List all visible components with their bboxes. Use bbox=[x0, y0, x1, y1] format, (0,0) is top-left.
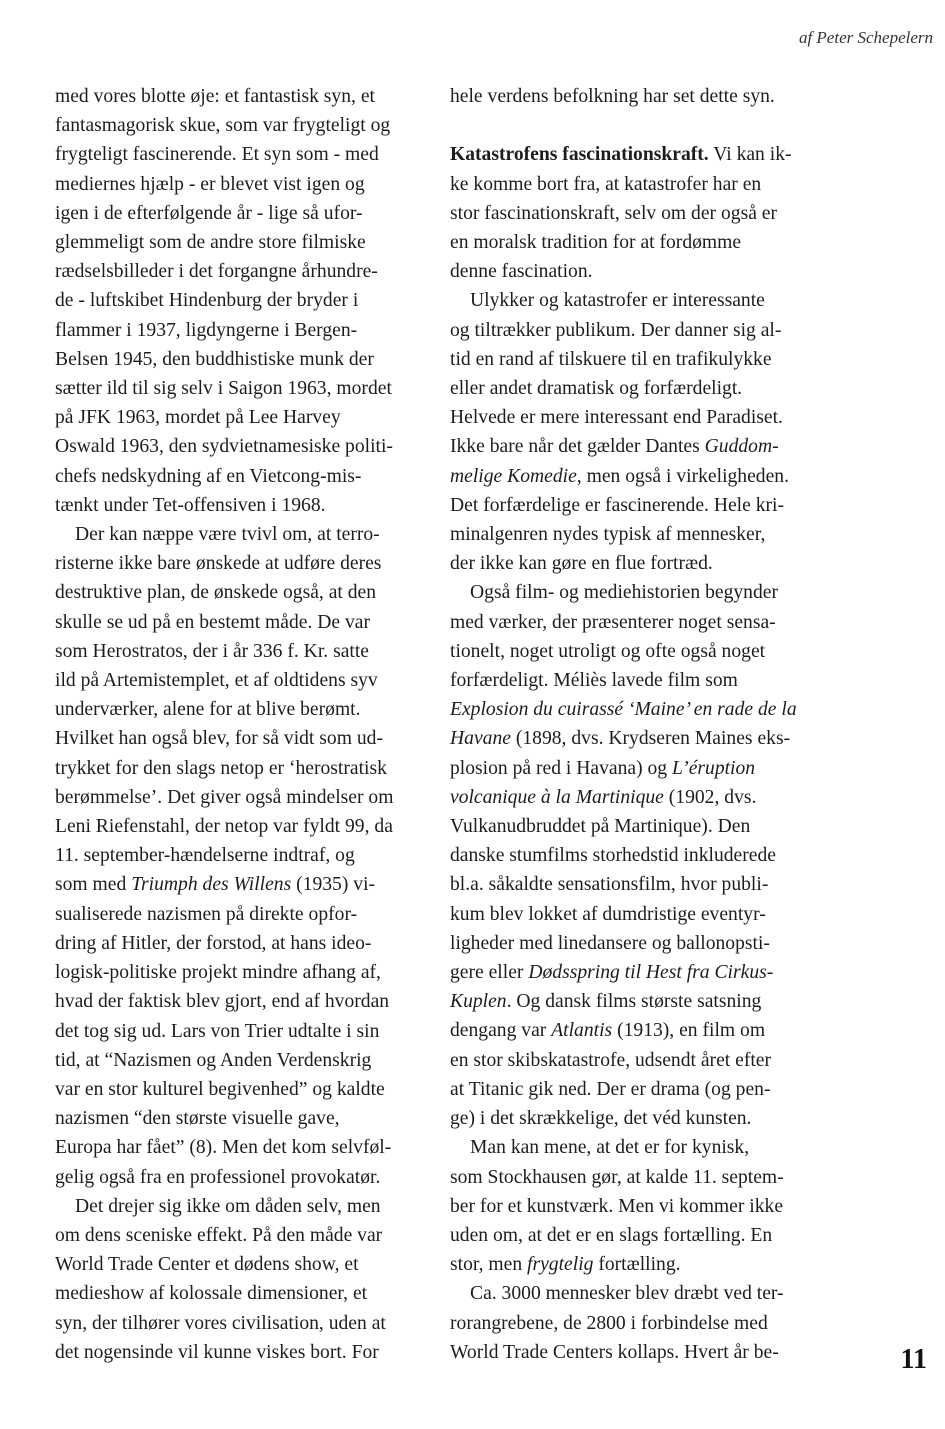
film-title: Explosion du cuirassé ‘Maine’ en rade de la bbox=[450, 699, 797, 721]
text-line bbox=[450, 987, 818, 1016]
text-run: plosion på red i Havana) og bbox=[450, 757, 672, 779]
text-line: ke komme bort fra, at katastrofer har en bbox=[450, 173, 762, 195]
paragraph bbox=[450, 286, 818, 578]
text-line: sætter ild til sig selv i Saigon 1963, mordet bbox=[55, 378, 392, 400]
text-line: det nogensinde vil kunne viskes bort. For bbox=[55, 1341, 379, 1363]
text-line: denne fascination. bbox=[450, 261, 593, 283]
text-line bbox=[450, 783, 818, 812]
text-line: fantasmagorisk skue, som var frygteligt og bbox=[55, 115, 391, 137]
text-line: World Trade Center et dødens show, et bbox=[55, 1254, 359, 1276]
text-run: . Og dansk films største satsning bbox=[506, 991, 762, 1013]
text-line: rædselsbilleder i det forgangne århundre- bbox=[55, 261, 378, 283]
text-line: ber for et kunstværk. Men vi kommer ikke bbox=[450, 1195, 784, 1217]
text-line: Leni Riefenstahl, der netop var fyldt 99, da bbox=[55, 816, 393, 838]
text-line: risterne ikke bare ønskede at udføre deres bbox=[55, 553, 382, 575]
text-line: og tiltrækker publikum. Der danner sig al- bbox=[450, 319, 782, 341]
text-line: Hvilket han også blev, for så vidt som ud- bbox=[55, 728, 383, 750]
text-line: en moralsk tradition for at fordømme bbox=[450, 232, 742, 253]
film-title: Atlantis bbox=[551, 1020, 613, 1042]
text-line: forfærdeligt. Méliès lavede film som bbox=[450, 670, 738, 692]
text-line: ge) i det skrækkelige, det véd kunsten. bbox=[450, 1108, 752, 1130]
text-line: syn, der tilhører vores civilisation, uden at bbox=[55, 1312, 386, 1334]
text-run: stor, men bbox=[450, 1254, 528, 1276]
text-line: der ikke kan gøre en flue fortræd. bbox=[450, 553, 713, 575]
left-column bbox=[55, 82, 420, 1367]
text-line: de - luftskibet Hindenburg der bryder i bbox=[55, 290, 359, 312]
text-run: (1935) vi- bbox=[291, 874, 376, 896]
text-line: ligheder med linedansere og ballonopsti- bbox=[450, 932, 770, 954]
text-line: tid, at “Nazismen og Anden Verdenskrig bbox=[55, 1049, 372, 1071]
text-line bbox=[450, 724, 818, 753]
text-line: en stor skibskatastrofe, udsendt året efter bbox=[450, 1049, 772, 1071]
text-line: at Titanic gik ned. Der er drama (og pen- bbox=[450, 1078, 771, 1100]
work-title: Guddom- bbox=[704, 436, 779, 458]
text-line: Oswald 1963, den sydvietnamesiske politi- bbox=[55, 436, 393, 458]
text-line: Belsen 1945, den buddhistiske munk der bbox=[55, 348, 374, 370]
running-head-author: af Peter Schepelern bbox=[798, 28, 933, 47]
text-line: frygteligt fascinerende. Et syn som - med bbox=[55, 144, 379, 166]
text-line: med værker, der præsenterer noget sensa- bbox=[450, 611, 776, 633]
text-run: , men også i virkeligheden. bbox=[576, 465, 789, 487]
text-run: gere eller bbox=[450, 962, 529, 984]
text-line: logisk-politiske projekt mindre afhang af, bbox=[55, 962, 381, 984]
text-line: tid en rand af tilskuere til en trafikulykke bbox=[450, 348, 772, 370]
page-number: 11 bbox=[900, 1344, 927, 1375]
text-line: World Trade Centers kollaps. Hvert år be- bbox=[450, 1341, 779, 1363]
text-line bbox=[450, 754, 818, 783]
text-line: Ca. 3000 mennesker blev dræbt ved ter- bbox=[470, 1283, 784, 1305]
text-line bbox=[55, 870, 420, 899]
text-line: med vores blotte øje: et fantastisk syn, et bbox=[55, 86, 375, 107]
film-title: Triumph des Willens bbox=[131, 874, 292, 896]
text-line: sualiserede nazismen på direkte opfor- bbox=[55, 903, 358, 925]
text-line: danske stumfilms storhedstid inkluderede bbox=[450, 845, 776, 867]
text-line: Det forfærdelige er fascinerende. Hele kri- bbox=[450, 494, 785, 516]
text-line: Europa har fået” (8). Men det kom selvføl- bbox=[55, 1137, 392, 1159]
text-run: som med bbox=[55, 874, 132, 896]
text-line: hvad der faktisk blev gjort, end af hvordan bbox=[55, 991, 390, 1013]
paragraph bbox=[55, 1192, 420, 1367]
text-line: dring af Hitler, der forstod, at hans ideo- bbox=[55, 932, 372, 954]
text-line: Der kan næppe være tvivl om, at terro- bbox=[75, 524, 380, 546]
text-line: nazismen “den største visuelle gave, bbox=[55, 1108, 340, 1130]
film-title: Havane bbox=[450, 728, 511, 750]
text-line: skulle se ud på en bestemt måde. De var bbox=[55, 611, 371, 633]
text-run: Ikke bare når det gælder Dantes bbox=[450, 436, 705, 458]
text-line: var en stor kulturel begivenhed” og kaldte bbox=[55, 1078, 385, 1100]
text-line: ild på Artemistemplet, et af oldtidens syv bbox=[55, 670, 378, 692]
text-line: uden om, at det er en slags fortælling. En bbox=[450, 1224, 773, 1246]
text-line: 11. september-hændelserne indtraf, og bbox=[55, 845, 355, 867]
text-line: minalgenren nydes typisk af mennesker, bbox=[450, 524, 766, 546]
film-title: L’éruption bbox=[672, 757, 756, 779]
paragraph bbox=[55, 520, 420, 1192]
text-line: trykket for den slags netop er ‘herostratisk bbox=[55, 757, 387, 779]
paragraph bbox=[450, 578, 818, 1133]
paragraph bbox=[450, 1133, 818, 1279]
text-line: tionelt, noget utroligt og ofte også noget bbox=[450, 640, 766, 662]
film-title: Kuplen bbox=[450, 991, 507, 1013]
paragraph bbox=[450, 1279, 818, 1367]
text-line: destruktive plan, de ønskede også, at den bbox=[55, 582, 377, 604]
work-title: melige Komedie bbox=[450, 465, 577, 487]
text-line: Også film- og mediehistorien begynder bbox=[470, 582, 778, 604]
text-line: tænkt under Tet-offensiven i 1968. bbox=[55, 494, 326, 516]
text-line: underværker, alene for at blive berømt. bbox=[55, 699, 361, 721]
text-line: glemmeligt som de andre store filmiske bbox=[55, 232, 366, 254]
text-line bbox=[450, 958, 818, 987]
text-line: Det drejer sig ikke om dåden selv, men bbox=[75, 1195, 381, 1217]
text-line bbox=[450, 1016, 818, 1045]
emphasis: frygtelig bbox=[527, 1254, 594, 1276]
paragraph bbox=[450, 82, 818, 111]
text-line: på JFK 1963, mordet på Lee Harvey bbox=[55, 407, 341, 429]
film-title: volcanique à la Martinique bbox=[450, 786, 664, 808]
text-line: Vulkanudbruddet på Martinique). Den bbox=[450, 816, 751, 838]
paragraph bbox=[55, 82, 420, 520]
text-run: dengang var bbox=[450, 1020, 552, 1042]
text-line: gelig også fra en professionel provokatør. bbox=[55, 1166, 381, 1188]
text-line: berømmelse’. Det giver også mindelser om bbox=[55, 786, 394, 808]
text-line: kum blev lokket af dumdristige eventyr- bbox=[450, 903, 766, 925]
text-run: (1898, dvs. Krydseren Maines eks- bbox=[510, 728, 791, 750]
right-column bbox=[450, 82, 818, 1367]
text-line: flammer i 1937, ligdyngerne i Bergen- bbox=[55, 319, 358, 341]
text-line bbox=[450, 1250, 818, 1279]
section-heading: Katastrofens fascinationskraft. bbox=[450, 144, 709, 166]
paragraph bbox=[450, 140, 818, 286]
text-line: medieshow af kolossale dimensioner, et bbox=[55, 1283, 368, 1305]
text-line: rorangrebene, de 2800 i forbindelse med bbox=[450, 1312, 768, 1334]
text-line: Man kan mene, at det er for kynisk, bbox=[470, 1137, 750, 1159]
text-line: chefs nedskydning af en Vietcong-mis- bbox=[55, 465, 362, 487]
text-line: igen i de efterfølgende år - lige så ufor- bbox=[55, 202, 363, 224]
text-line bbox=[450, 140, 818, 169]
text-line: som Stockhausen gør, at kalde 11. septem- bbox=[450, 1166, 784, 1188]
text-line: om dens sceniske effekt. På den måde var bbox=[55, 1224, 383, 1246]
text-line: mediernes hjælp - er blevet vist igen og bbox=[55, 173, 365, 195]
text-line: som Herostratos, der i år 336 f. Kr. satte bbox=[55, 640, 369, 662]
text-run: (1902, dvs. bbox=[663, 786, 757, 808]
text-run: Vi kan ik- bbox=[708, 144, 792, 166]
text-run: fortælling. bbox=[593, 1254, 681, 1276]
text-line: bl.a. såkaldte sensationsfilm, hvor publi- bbox=[450, 874, 769, 896]
text-line: eller andet dramatisk og forfærdeligt. bbox=[450, 378, 743, 400]
text-line: det tog sig ud. Lars von Trier udtalte i sin bbox=[55, 1020, 380, 1042]
text-line bbox=[450, 462, 818, 491]
text-line: hele verdens befolkning har set dette syn. bbox=[450, 86, 775, 107]
text-line: stor fascinationskraft, selv om der også er bbox=[450, 202, 778, 224]
film-title: Dødsspring til Hest fra Cirkus- bbox=[528, 962, 774, 984]
text-line: Ulykker og katastrofer er interessante bbox=[470, 290, 765, 312]
text-run: (1913), en film om bbox=[612, 1020, 766, 1042]
text-line: Helvede er mere interessant end Paradiset. bbox=[450, 407, 783, 429]
text-line bbox=[450, 432, 818, 461]
